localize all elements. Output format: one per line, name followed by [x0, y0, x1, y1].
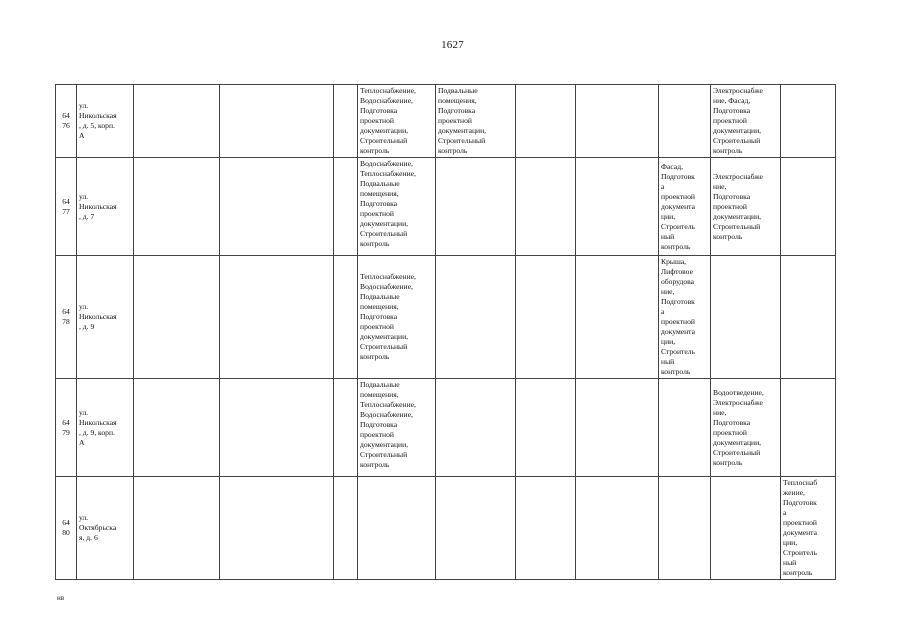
table-cell — [516, 85, 576, 158]
table-cell — [516, 158, 576, 256]
table-cell — [334, 158, 358, 256]
table-cell — [134, 85, 220, 158]
works-cell: Теплоснабжение, Водоснабжение, Подготовка проектной документации, Строительный контроль — [358, 85, 436, 158]
address-cell: ул. Никольская , д. 5, корп. А — [77, 85, 134, 158]
table-cell — [220, 477, 334, 580]
address-cell: ул. Никольская , д. 9, корп. А — [77, 379, 134, 477]
table-row — [56, 85, 836, 158]
works-cell — [659, 379, 711, 477]
works-cell: Подвальные помещения, Теплоснабжение, Водоснабжение, Подготовка проектной документации, Строительный контроль — [358, 379, 436, 477]
works-cell: Крыша, Лифтовое оборудова ние, Подготовк а проектной документа ции, Строитель ный контроль — [659, 256, 711, 379]
table-cell — [220, 158, 334, 256]
table-cell — [576, 158, 659, 256]
works-cell — [781, 256, 836, 379]
page-number: 1627 — [441, 39, 464, 51]
works-cell: Электроснабже ние, Фасад, Подготовка проектной документации, Строительный контроль — [711, 85, 781, 158]
table-cell — [134, 477, 220, 580]
works-cell: Теплоснаб жение, Подготовк а проектной документа ции, Строитель ный контроль — [781, 477, 836, 580]
works-cell — [659, 85, 711, 158]
table-cell — [334, 477, 358, 580]
table-cell — [134, 256, 220, 379]
works-cell: Фасад, Подготовк а проектной документа ции, Строитель ный контроль — [659, 158, 711, 256]
works-cell — [436, 158, 516, 256]
address-cell: ул. Никольская , д. 7 — [77, 158, 134, 256]
table-cell — [220, 256, 334, 379]
address-program-table — [55, 84, 836, 580]
table-cell — [220, 85, 334, 158]
works-cell: Водоотведение, Электроснабже ние, Подготовка проектной документации, Строительный контроль — [711, 379, 781, 477]
table-cell — [516, 256, 576, 379]
table-cell — [516, 379, 576, 477]
works-cell: Теплоснабжение, Водоснабжение, Подвальные помещения, Подготовка проектной документации, Строительный контроль — [358, 256, 436, 379]
table-cell — [220, 379, 334, 477]
works-cell — [436, 256, 516, 379]
footer-mark: нв — [57, 594, 65, 602]
table-cell — [516, 477, 576, 580]
table-cell — [576, 85, 659, 158]
table-cell — [134, 379, 220, 477]
table-cell — [334, 85, 358, 158]
works-cell — [711, 477, 781, 580]
table-cell — [576, 477, 659, 580]
table-cell — [334, 256, 358, 379]
table-cell — [134, 158, 220, 256]
table-row — [56, 158, 836, 256]
works-cell — [781, 85, 836, 158]
row-number: 64 77 — [56, 158, 77, 256]
table-row — [56, 379, 836, 477]
works-cell — [781, 158, 836, 256]
works-cell: Электроснабже ние, Подготовка проектной документации, Строительный контроль — [711, 158, 781, 256]
works-cell — [436, 379, 516, 477]
row-number: 64 76 — [56, 85, 77, 158]
table-cell — [576, 379, 659, 477]
table-row — [56, 256, 836, 379]
works-cell — [659, 477, 711, 580]
row-number: 64 80 — [56, 477, 77, 580]
works-cell — [436, 477, 516, 580]
row-number: 64 79 — [56, 379, 77, 477]
works-cell — [358, 477, 436, 580]
address-cell: ул. Никольская , д. 9 — [77, 256, 134, 379]
works-cell: Водоснабжение, Теплоснабжение, Подвальные помещения, Подготовка проектной документации, Строительный контроль — [358, 158, 436, 256]
table-cell — [576, 256, 659, 379]
row-number: 64 78 — [56, 256, 77, 379]
works-cell: Подвальные помещения, Подготовка проектной документации, Строительный контроль — [436, 85, 516, 158]
works-cell — [711, 256, 781, 379]
works-cell — [781, 379, 836, 477]
table-row — [56, 477, 836, 580]
address-cell: ул. Октябрьска я, д. 6 — [77, 477, 134, 580]
table-cell — [334, 379, 358, 477]
